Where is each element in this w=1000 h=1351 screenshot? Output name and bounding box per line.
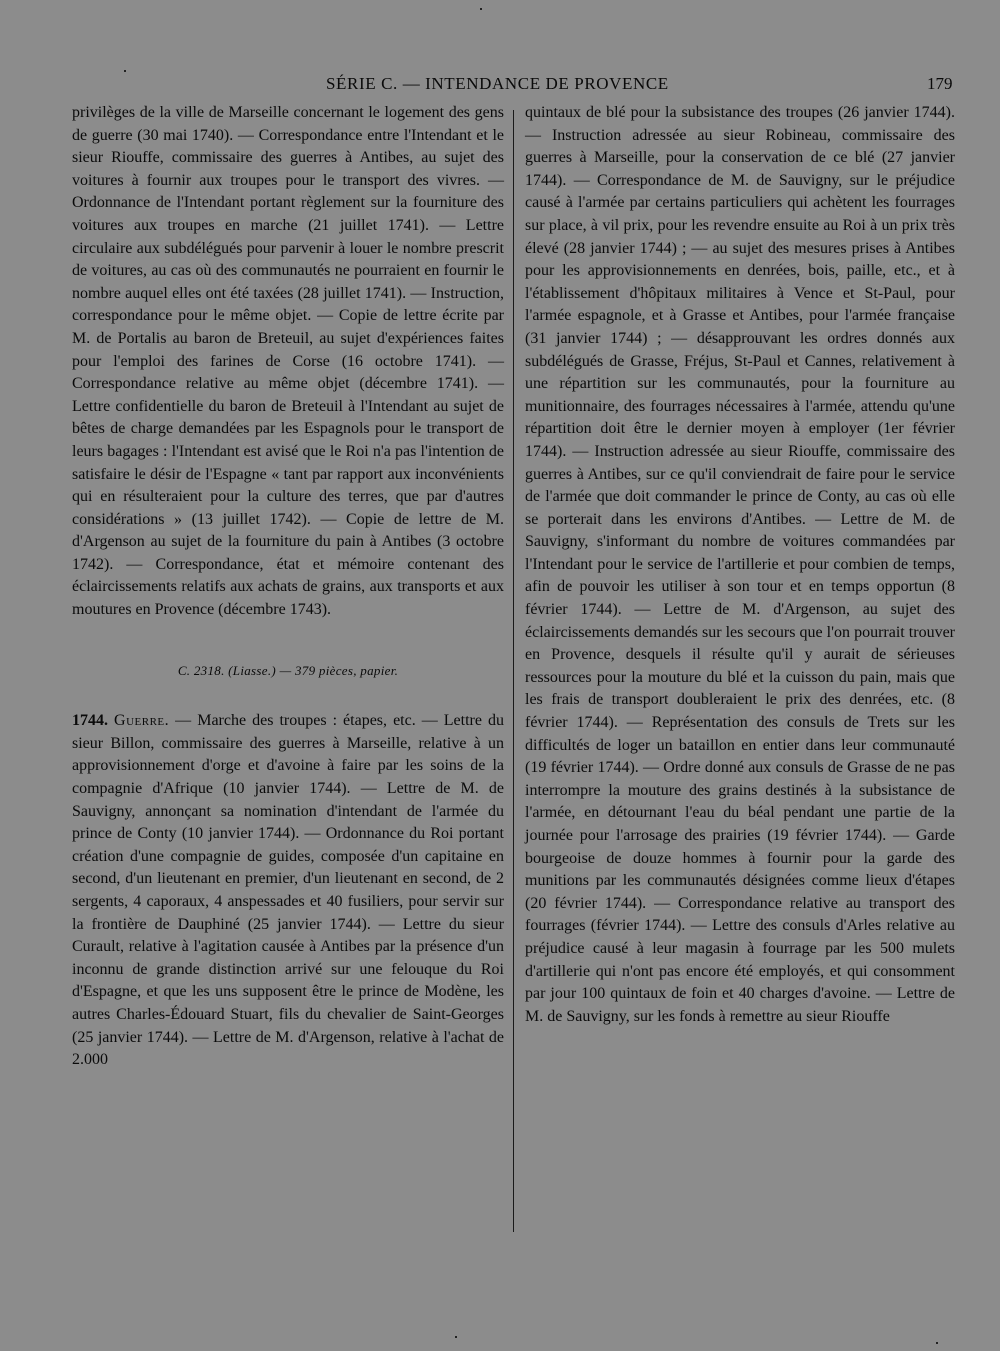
left-column-paragraph: privilèges de la ville de Marseille concernant le logement des gens de guerre (30 mai 1740). — Correspondance entre l'Intendant et le sieur Riouffe, commissaire des guerres à Antibes, au sujet des voitures à fournir aux troupes pour le transport des vivres. — Ordonnance de l'Intendant portant règlement sur la fourniture des voitures aux troupes en marche (21 juillet 1741). — Lettre circulaire aux subdélégués pour parvenir à louer le nombre prescrit de voitures, au cas où des communautés ne pourraient en fournir le nombre auquel elles ont été taxées (28 juillet 1741). — Instruction, correspondance pour le même objet. — Copie de lettre écrite par M. de Portalis au baron de Breteuil, au sujet d'expériences faites pour l'emploi des farines de Corse (16 octobre 1741). — Correspondance relative au même objet (décembre 1741). — Lettre confidentielle du baron de Breteuil à l'Intendant au sujet de bêtes de charge demandées par les Espagnols pour le transport de leurs bagages : l'Intendant est avisé que le Roi n'a pas l'intention de satisfaire le désir de l'Espagne « tant par rapport aux inconvénients qui en résulteraient pour la culture des terres, que par d'autres considérations » (13 juillet 1742). — Copie de lettre de M. d'Argenson au sujet de la fourniture du pain à Antibes (3 octobre 1742). — Correspondance, état et mémoire contenant des éclaircissements relatifs aux achats de grains, aux transports et aux moutures en Provence (décembre 1743). [72, 104, 504, 619]
archive-source-note: C. 2318. (Liasse.) — 379 pièces, papier. [177, 662, 399, 678]
scan-speck [124, 70, 126, 72]
archive-entry [72, 710, 504, 1072]
right-column-paragraph: quintaux de blé pour la subsistance des troupes (26 janvier 1744). — Instruction adressée au sieur Robineau, commissaire des guerres à Marseille, pour la conservation de ce blé (27 janvier 1744). — Correspondance de M. de Sauvigny, sur le préjudice causé à l'armée par certains particuliers qui achètent les fourrages sur place, à vil prix, pour les revendre ensuite au Roi à un prix très élevé (28 janvier 1744) ; — au sujet des mesures prises à Antibes pour les approvisionnements en denrées, bois, paille, etc., et à l'établissement d'hôpitaux militaires à Vence et St-Paul, pour l'armée espagnole, et à Grasse et Antibes, pour l'armée française (31 janvier 1744) ; — désapprouvant les ordres donnés aux subdélégués de Grasse, Fréjus, St-Paul et Cannes, relativement à une répartition sur les communautés, pour la fourniture au munitionnaire, des fourrages nécessaires à l'armée, attendu qu'une répartition doit être le dernier moyen à employer (1er février 1744). — Instruction adressée au sieur Riouffe, commissaire des guerres à Antibes, sur ce qu'il conviendrait de faire pour le service de l'armée que doit commander le prince de Conty, au cas où elle se porterait dans les environs d'Antibes. — Lettre de M. de Sauvigny, s'informant du nombre de voitures commandées par l'Intendant pour le service de l'artillerie et pour combien de temps, afin de pouvoir les utiliser à son tour et en temps opportun (8 février 1744). — Lettre de M. d'Argenson, au sujet des éclaircissements demandés sur les secours que l'on pourrait trouver en Provence, desquels il résulte qu'il y aurait de sérieuses ressources pour la mouture du blé et la cuisson du pain, mais que les frais de transport doubleraient le prix des denrées, etc. (8 février 1744). — Représentation des consuls de Trets sur les difficultés de loger un bataillon en entier dans leur communauté (19 février 1744). — Ordre donné aux consuls de Grasse de ne pas interrompre la mouture des grains destinés à la subsistance de l'armée, en détournant l'eau du béal pendant une partie de la journée pour l'arrosage des prairies (19 février 1744). — Garde bourgeoise de douze hommes à fournir pour la garde des munitions par les communautés désignées comme lieux d'étapes (20 février 1744). — Correspondance relative au transport des fourrages (février 1744). — Lettre des consuls d'Arles relative au préjudice causé à leur magasin à fourrage par les 500 mulets d'artillerie qui n'ont pas encore été employés, et qui consomment par jour 100 quintaux de foin et 40 charges d'avoine. — Lettre de M. de Sauvigny, sur les fonds à remettre au sieur Riouffe [525, 104, 955, 1025]
column-divider [513, 110, 514, 1232]
entry-text: — Marche des troupes : étapes, etc. — Lettre du sieur Billon, commissaire des guerres à Marseille, relative à un approvisionnement d'orge et d'avoine à faire par les soins de la compagnie d'Afrique (10 janvier 1744). — Lettre de M. de Sauvigny, annonçant sa nomination d'intendant de l'armée du prince de Conty (10 janvier 1744). — Ordonnance du Roi portant création d'une compagnie de guides, composée d'un capitaine en second, d'un lieutenant en premier, d'un lieutenant en second, de 2 sergents, 4 caporaux, 4 anspessades et 40 fusiliers, pour servir sur la frontière de Dauphiné (25 janvier 1744). — Lettre du sieur Curault, relative à l'agitation causée à Antibes par la présence d'un inconnu de grande distinction arrivé sur une felouque du Roi d'Espagne, et que les uns supposent être le prince de Modène, les autres Charles-Édouard Stuart, fils du chevalier de Saint-Georges (25 janvier 1744). — Lettre de M. d'Argenson, relative à l'achat de 2.000 [72, 712, 504, 1069]
right-column [525, 102, 955, 1028]
page-number: 179 [927, 74, 953, 93]
entry-category: Guerre. [114, 712, 170, 730]
entry-year: 1744. [72, 712, 108, 730]
scan-speck [480, 8, 482, 10]
running-title: SÉRIE C. — INTENDANCE DE PROVENCE [326, 74, 669, 93]
left-column [72, 102, 504, 1072]
page-header [0, 74, 1000, 98]
scan-speck [936, 1342, 938, 1344]
scan-speck [455, 1336, 457, 1338]
